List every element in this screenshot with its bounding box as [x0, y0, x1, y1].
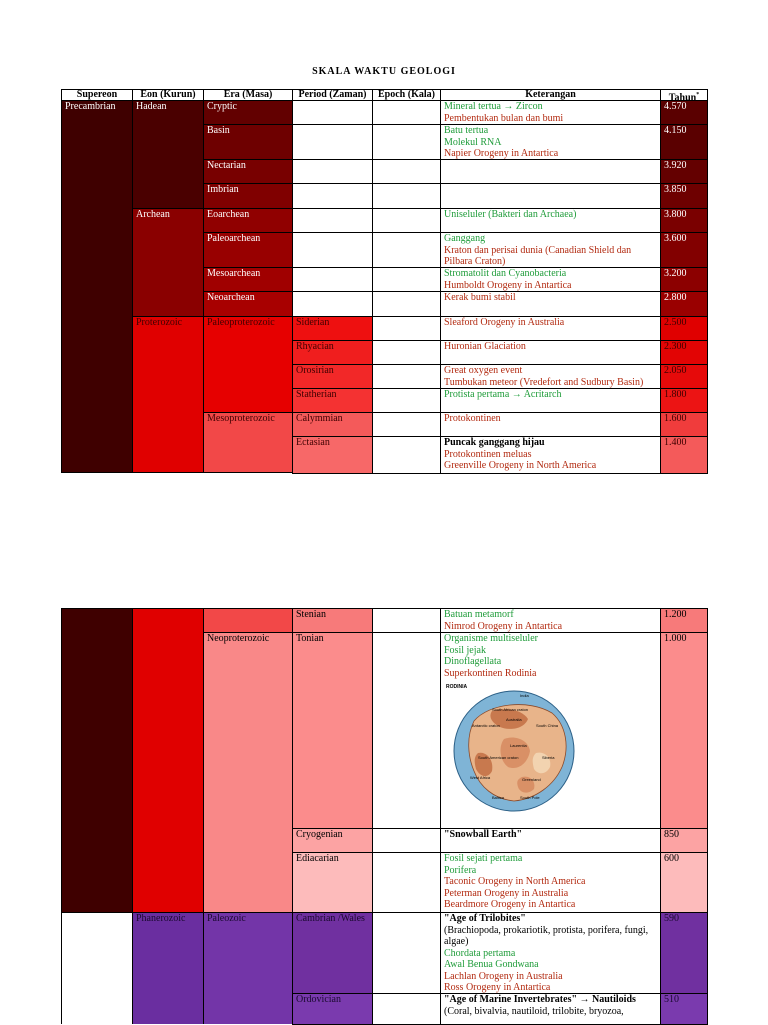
svg-text:South China: South China [536, 723, 559, 728]
tahun-cell: 590 [660, 912, 708, 995]
period-tonian: Tonian [292, 632, 373, 830]
epoch-empty [372, 267, 441, 293]
period-orosirian: Orosirian [292, 364, 373, 390]
tahun-cell: 3.200 [660, 267, 708, 293]
tahun-cell: 1.800 [660, 388, 708, 414]
keterangan-line: Ganggang [444, 233, 486, 244]
eon-hadean: Hadean [132, 100, 204, 209]
epoch-empty [372, 291, 441, 318]
epoch-empty [372, 124, 441, 161]
period-cryogenian: Cryogenian [292, 828, 373, 854]
keterangan-line: Ross Orogeny in Antartica [444, 982, 551, 993]
period-empty [292, 232, 373, 269]
era-mesoproterozoic-continued [203, 608, 293, 633]
keterangan-line: Kraton dan perisai dunia (Canadian Shield dan Pilbara Craton) [444, 244, 632, 267]
period-rhyacian: Rhyacian [292, 340, 373, 366]
svg-text:India: India [520, 693, 529, 698]
eon-phanerozoic: Phanerozoic [132, 912, 204, 1024]
keterangan-line: Organisme multiseluler [444, 633, 538, 644]
keterangan-line: Pembentukan bulan dan bumi [444, 112, 564, 124]
svg-text:Siberia: Siberia [542, 755, 555, 760]
keterangan-line: Lachlan Orogeny in Australia [444, 970, 563, 982]
keterangan-cell [440, 364, 661, 390]
period-empty [292, 208, 373, 234]
header-keterangan: Keterangan [440, 89, 661, 101]
svg-text:South African craton: South African craton [492, 707, 529, 712]
supereon-phanerozoic-blank [61, 912, 133, 1024]
era-paleoarchean: Paleoarchean [203, 232, 293, 269]
era-eoarchean: Eoarchean [203, 208, 293, 234]
tahun-cell: 1.400 [660, 436, 708, 474]
keterangan-cell [440, 159, 661, 185]
period-siderian: Siderian [292, 316, 373, 342]
epoch-empty [372, 608, 441, 634]
keterangan-cell [440, 124, 661, 161]
keterangan-line: Protista pertama → Acritarch [444, 389, 562, 400]
epoch-empty [372, 632, 441, 830]
tahun-cell: 4.570 [660, 100, 708, 126]
keterangan-cell [440, 340, 661, 366]
period-statherian: Statherian [292, 388, 373, 414]
period-empty [292, 291, 373, 318]
epoch-empty [372, 412, 441, 438]
keterangan-cell [440, 316, 661, 342]
keterangan-line: Fosil sejati pertama [444, 853, 523, 864]
era-cryptic: Cryptic [203, 100, 293, 126]
era-imbrian: Imbrian [203, 183, 293, 209]
epoch-empty [372, 828, 441, 854]
tahun-cell: 510 [660, 993, 708, 1025]
era-paleozoic: Paleozoic [203, 912, 293, 1024]
keterangan-line: Protokontinen meluas [444, 448, 532, 460]
keterangan-line: Batuan metamorf [444, 609, 514, 620]
epoch-empty [372, 912, 441, 995]
keterangan-cell [440, 291, 661, 318]
keterangan-line: Kerak bumi stabil [444, 292, 516, 303]
epoch-empty [372, 388, 441, 414]
keterangan-cell [440, 412, 661, 438]
era-neoarchean: Neoarchean [203, 291, 293, 318]
svg-text:Antarctic craton: Antarctic craton [472, 723, 500, 728]
keterangan-line: Humboldt Orogeny in Antartica [444, 279, 572, 291]
epoch-empty [372, 100, 441, 126]
period-empty [292, 267, 373, 293]
keterangan-line: Porifera [444, 864, 477, 876]
tahun-cell: 1.200 [660, 608, 708, 634]
keterangan-line: Sleaford Orogeny in Australia [444, 317, 565, 328]
tahun-cell: 1.600 [660, 412, 708, 438]
tahun-cell: 4.150 [660, 124, 708, 161]
tahun-cell: 1.000 [660, 632, 708, 830]
keterangan-line: Protokontinen [444, 413, 501, 424]
tahun-cell: 850 [660, 828, 708, 854]
period-stenian: Stenian [292, 608, 373, 634]
rodinia-map-image [444, 681, 657, 817]
period-empty [292, 159, 373, 185]
keterangan-cell [440, 608, 661, 634]
era-paleoproterozoic: Paleoproterozoic [203, 316, 293, 413]
period-ediacarian: Ediacarian [292, 852, 373, 913]
header-eon: Eon (Kurun) [132, 89, 204, 101]
period-ordovician: Ordovician [292, 993, 373, 1025]
header-supereon: Supereon [61, 89, 133, 101]
keterangan-cell [440, 267, 661, 293]
keterangan-line: Greenville Orogeny in North America [444, 460, 597, 471]
period-empty [292, 100, 373, 126]
keterangan-cell [440, 388, 661, 414]
tahun-cell: 2.050 [660, 364, 708, 390]
era-nectarian: Nectarian [203, 159, 293, 185]
keterangan-line: "Snowball Earth" [444, 829, 523, 840]
keterangan-line: "Age of Trilobites" [444, 913, 526, 924]
keterangan-line: Molekul RNA [444, 136, 502, 148]
era-basin: Basin [203, 124, 293, 161]
document-title: SKALA WAKTU GEOLOGI [312, 66, 456, 77]
keterangan-cell [440, 436, 661, 474]
keterangan-line: Peterman Orogeny in Australia [444, 887, 569, 899]
keterangan-line: Awal Benua Gondwana [444, 959, 539, 970]
keterangan-line: Fosil jejak [444, 644, 486, 656]
epoch-empty [372, 852, 441, 913]
keterangan-line: (Coral, bivalvia, nautiloid, trilobite, bryozoa, [444, 1005, 624, 1017]
keterangan-cell [440, 912, 661, 995]
epoch-empty [372, 208, 441, 234]
header-period: Period (Zaman) [292, 89, 373, 101]
keterangan-line: Tumbukan meteor (Vredefort and Sudbury Basin) [444, 376, 644, 388]
keterangan-cell [440, 100, 661, 126]
keterangan-cell [440, 208, 661, 234]
keterangan-line: Beardmore Orogeny in Antartica [444, 899, 576, 910]
keterangan-line: Puncak ganggang hijau [444, 437, 545, 448]
svg-text:South Pole: South Pole [520, 795, 540, 800]
eon-proterozoic: Proterozoic [132, 316, 204, 473]
eon-archean: Archean [132, 208, 204, 317]
epoch-empty [372, 436, 441, 474]
keterangan-line: Chordata pertama [444, 947, 516, 959]
keterangan-line: Uniseluler (Bakteri dan Archaea) [444, 209, 577, 220]
epoch-empty [372, 340, 441, 366]
keterangan-cell [440, 852, 661, 913]
keterangan-line: Taconic Orogeny in North America [444, 876, 586, 887]
era-mesoproterozoic: Mesoproterozoic [203, 412, 293, 473]
period-ectasian: Ectasian [292, 436, 373, 474]
tahun-cell: 600 [660, 852, 708, 913]
epoch-empty [372, 364, 441, 390]
epoch-empty [372, 316, 441, 342]
supereon-precambrian-continued [61, 608, 133, 913]
header-era: Era (Masa) [203, 89, 293, 101]
keterangan-line: Napier Orogeny in Antartica [444, 148, 559, 159]
period-calymmian: Calymmian [292, 412, 373, 438]
keterangan-line: Dinoflagellata [444, 656, 502, 667]
keterangan-cell [440, 632, 661, 830]
tahun-cell: 3.920 [660, 159, 708, 185]
keterangan-line: Nimrod Orogeny in Antartica [444, 620, 563, 632]
period-empty [292, 183, 373, 209]
era-neoproterozoic: Neoproterozoic [203, 632, 293, 913]
svg-text:Greenland: Greenland [522, 777, 541, 782]
keterangan-line: Huronian Glaciation [444, 341, 526, 352]
tahun-cell: 3.600 [660, 232, 708, 269]
eon-proterozoic-continued [132, 608, 204, 913]
keterangan-line: Great oxygen event [444, 365, 523, 376]
period-empty [292, 124, 373, 161]
keterangan-line: Mineral tertua → Zircon [444, 101, 543, 112]
svg-text:Baltica: Baltica [492, 795, 505, 800]
tahun-cell: 2.300 [660, 340, 708, 366]
keterangan-line: Batu tertua [444, 125, 489, 136]
epoch-empty [372, 159, 441, 185]
tahun-cell: 2.800 [660, 291, 708, 318]
keterangan-cell [440, 232, 661, 269]
epoch-empty [372, 183, 441, 209]
keterangan-cell [440, 828, 661, 854]
supereon-precambrian: Precambrian [61, 100, 133, 473]
keterangan-cell [440, 183, 661, 209]
epoch-empty [372, 232, 441, 269]
svg-text:Laurentia: Laurentia [510, 743, 527, 748]
keterangan-cell [440, 993, 661, 1025]
keterangan-line: Superkontinen Rodinia [444, 667, 537, 679]
tahun-cell: 3.800 [660, 208, 708, 234]
svg-text:South American craton: South American craton [478, 755, 519, 760]
keterangan-line: Stromatolit dan Cyanobacteria [444, 268, 567, 279]
period-cambrian: Cambrian /Wales [292, 912, 373, 995]
svg-text:Australia: Australia [506, 717, 522, 722]
header-tahun: Tahun* [660, 89, 708, 101]
era-mesoarchean: Mesoarchean [203, 267, 293, 293]
epoch-empty [372, 993, 441, 1025]
header-epoch: Epoch (Kala) [372, 89, 441, 101]
map-title: RODINIA [446, 684, 468, 690]
svg-text:West Africa: West Africa [470, 775, 491, 780]
keterangan-line: "Age of Marine Invertebrates" → Nautiloids [444, 994, 636, 1005]
tahun-cell: 3.850 [660, 183, 708, 209]
tahun-cell: 2.500 [660, 316, 708, 342]
keterangan-line: (Brachiopoda, prokariotik, protista, porifera, fungi, algae) [444, 924, 649, 947]
